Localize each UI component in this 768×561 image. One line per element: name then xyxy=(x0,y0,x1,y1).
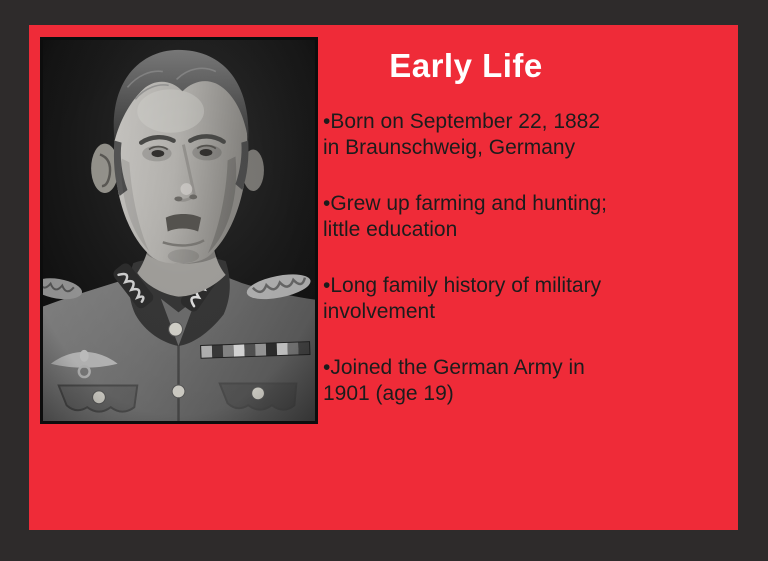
bullet-line: •Grew up farming and hunting; xyxy=(323,192,608,215)
bullet-line: 1901 (age 19) xyxy=(323,382,454,405)
slide xyxy=(29,25,738,530)
bullet-line: involvement xyxy=(323,300,436,323)
slide-title: Early Life xyxy=(389,47,543,84)
bullet-item xyxy=(323,273,673,325)
bullet-item xyxy=(323,191,673,243)
portrait-illustration xyxy=(43,40,315,421)
photo-vignette xyxy=(43,40,315,421)
bullet-item xyxy=(323,355,673,407)
bullet-line: •Born on September 22, 1882 xyxy=(323,110,601,133)
bullet-list xyxy=(323,109,673,437)
portrait-photo xyxy=(40,37,318,424)
bullet-line: in Braunschweig, Germany xyxy=(323,136,576,159)
bullet-line: •Long family history of military xyxy=(323,274,602,297)
bullet-line: •Joined the German Army in xyxy=(323,356,585,379)
bullet-item xyxy=(323,109,673,161)
bullet-line: little education xyxy=(323,218,458,241)
